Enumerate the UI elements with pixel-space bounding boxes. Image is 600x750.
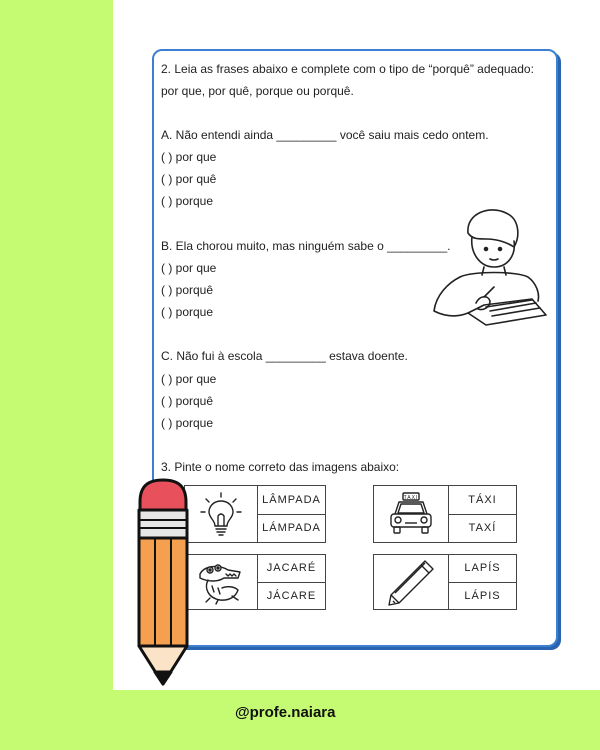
lightbulb-icon <box>198 491 244 537</box>
taxi-cell <box>374 486 449 543</box>
alligator-cell <box>185 555 258 610</box>
word-lapis-1[interactable]: LAPÍS <box>449 555 517 583</box>
question-c: C. Não fui à escola _________ estava doente. <box>161 349 408 363</box>
word-lampada-2[interactable]: LÁMPADA <box>258 514 326 543</box>
question-b: B. Ela chorou muito, mas ninguém sabe o _________. <box>161 239 451 253</box>
choice-table-pencil <box>373 554 517 610</box>
word-taxi-2[interactable]: TAXÍ <box>449 514 517 543</box>
decorative-pencil <box>134 476 192 690</box>
word-jacare-2[interactable]: JÁCARE <box>258 582 326 610</box>
boy-reading-illustration <box>428 203 550 327</box>
option-b-3[interactable]: ( ) porque <box>161 305 214 319</box>
word-lapis-2[interactable]: LÁPIS <box>449 582 517 610</box>
section-3-title: 3. Pinte o nome correto das imagens abaixo: <box>161 460 400 474</box>
choice-table-alligator <box>184 554 326 610</box>
option-b-2[interactable]: ( ) porquê <box>161 283 214 297</box>
choice-table-lightbulb <box>184 485 326 543</box>
instruction-line-1: 2. Leia as frases abaixo e complete com o tipo de “porquê” adequado: <box>161 62 534 76</box>
option-a-3[interactable]: ( ) porque <box>161 194 214 208</box>
pencil-cell <box>374 555 449 610</box>
choice-table-taxi <box>373 485 517 543</box>
option-b-1[interactable]: ( ) por que <box>161 261 217 275</box>
taxi-icon <box>385 490 437 538</box>
alligator-icon <box>194 558 248 606</box>
option-c-1[interactable]: ( ) por que <box>161 372 217 386</box>
footer-handle: @profe.naiara <box>235 704 336 721</box>
word-jacare-1[interactable]: JACARÉ <box>258 555 326 583</box>
taxi-sign-text: TAXI <box>403 495 419 501</box>
option-a-2[interactable]: ( ) por quê <box>161 172 217 186</box>
question-a: A. Não entendi ainda _________ você saiu mais cedo ontem. <box>161 128 489 142</box>
word-taxi-1[interactable]: TÁXI <box>449 486 517 515</box>
instruction-line-2: por que, por quê, porque ou porquê. <box>161 84 354 98</box>
option-c-3[interactable]: ( ) porque <box>161 416 214 430</box>
pencil-icon <box>385 557 437 607</box>
option-c-2[interactable]: ( ) porquê <box>161 394 214 408</box>
option-a-1[interactable]: ( ) por que <box>161 150 217 164</box>
lightbulb-cell <box>185 486 258 543</box>
word-lampada-1[interactable]: LÂMPADA <box>258 486 326 515</box>
